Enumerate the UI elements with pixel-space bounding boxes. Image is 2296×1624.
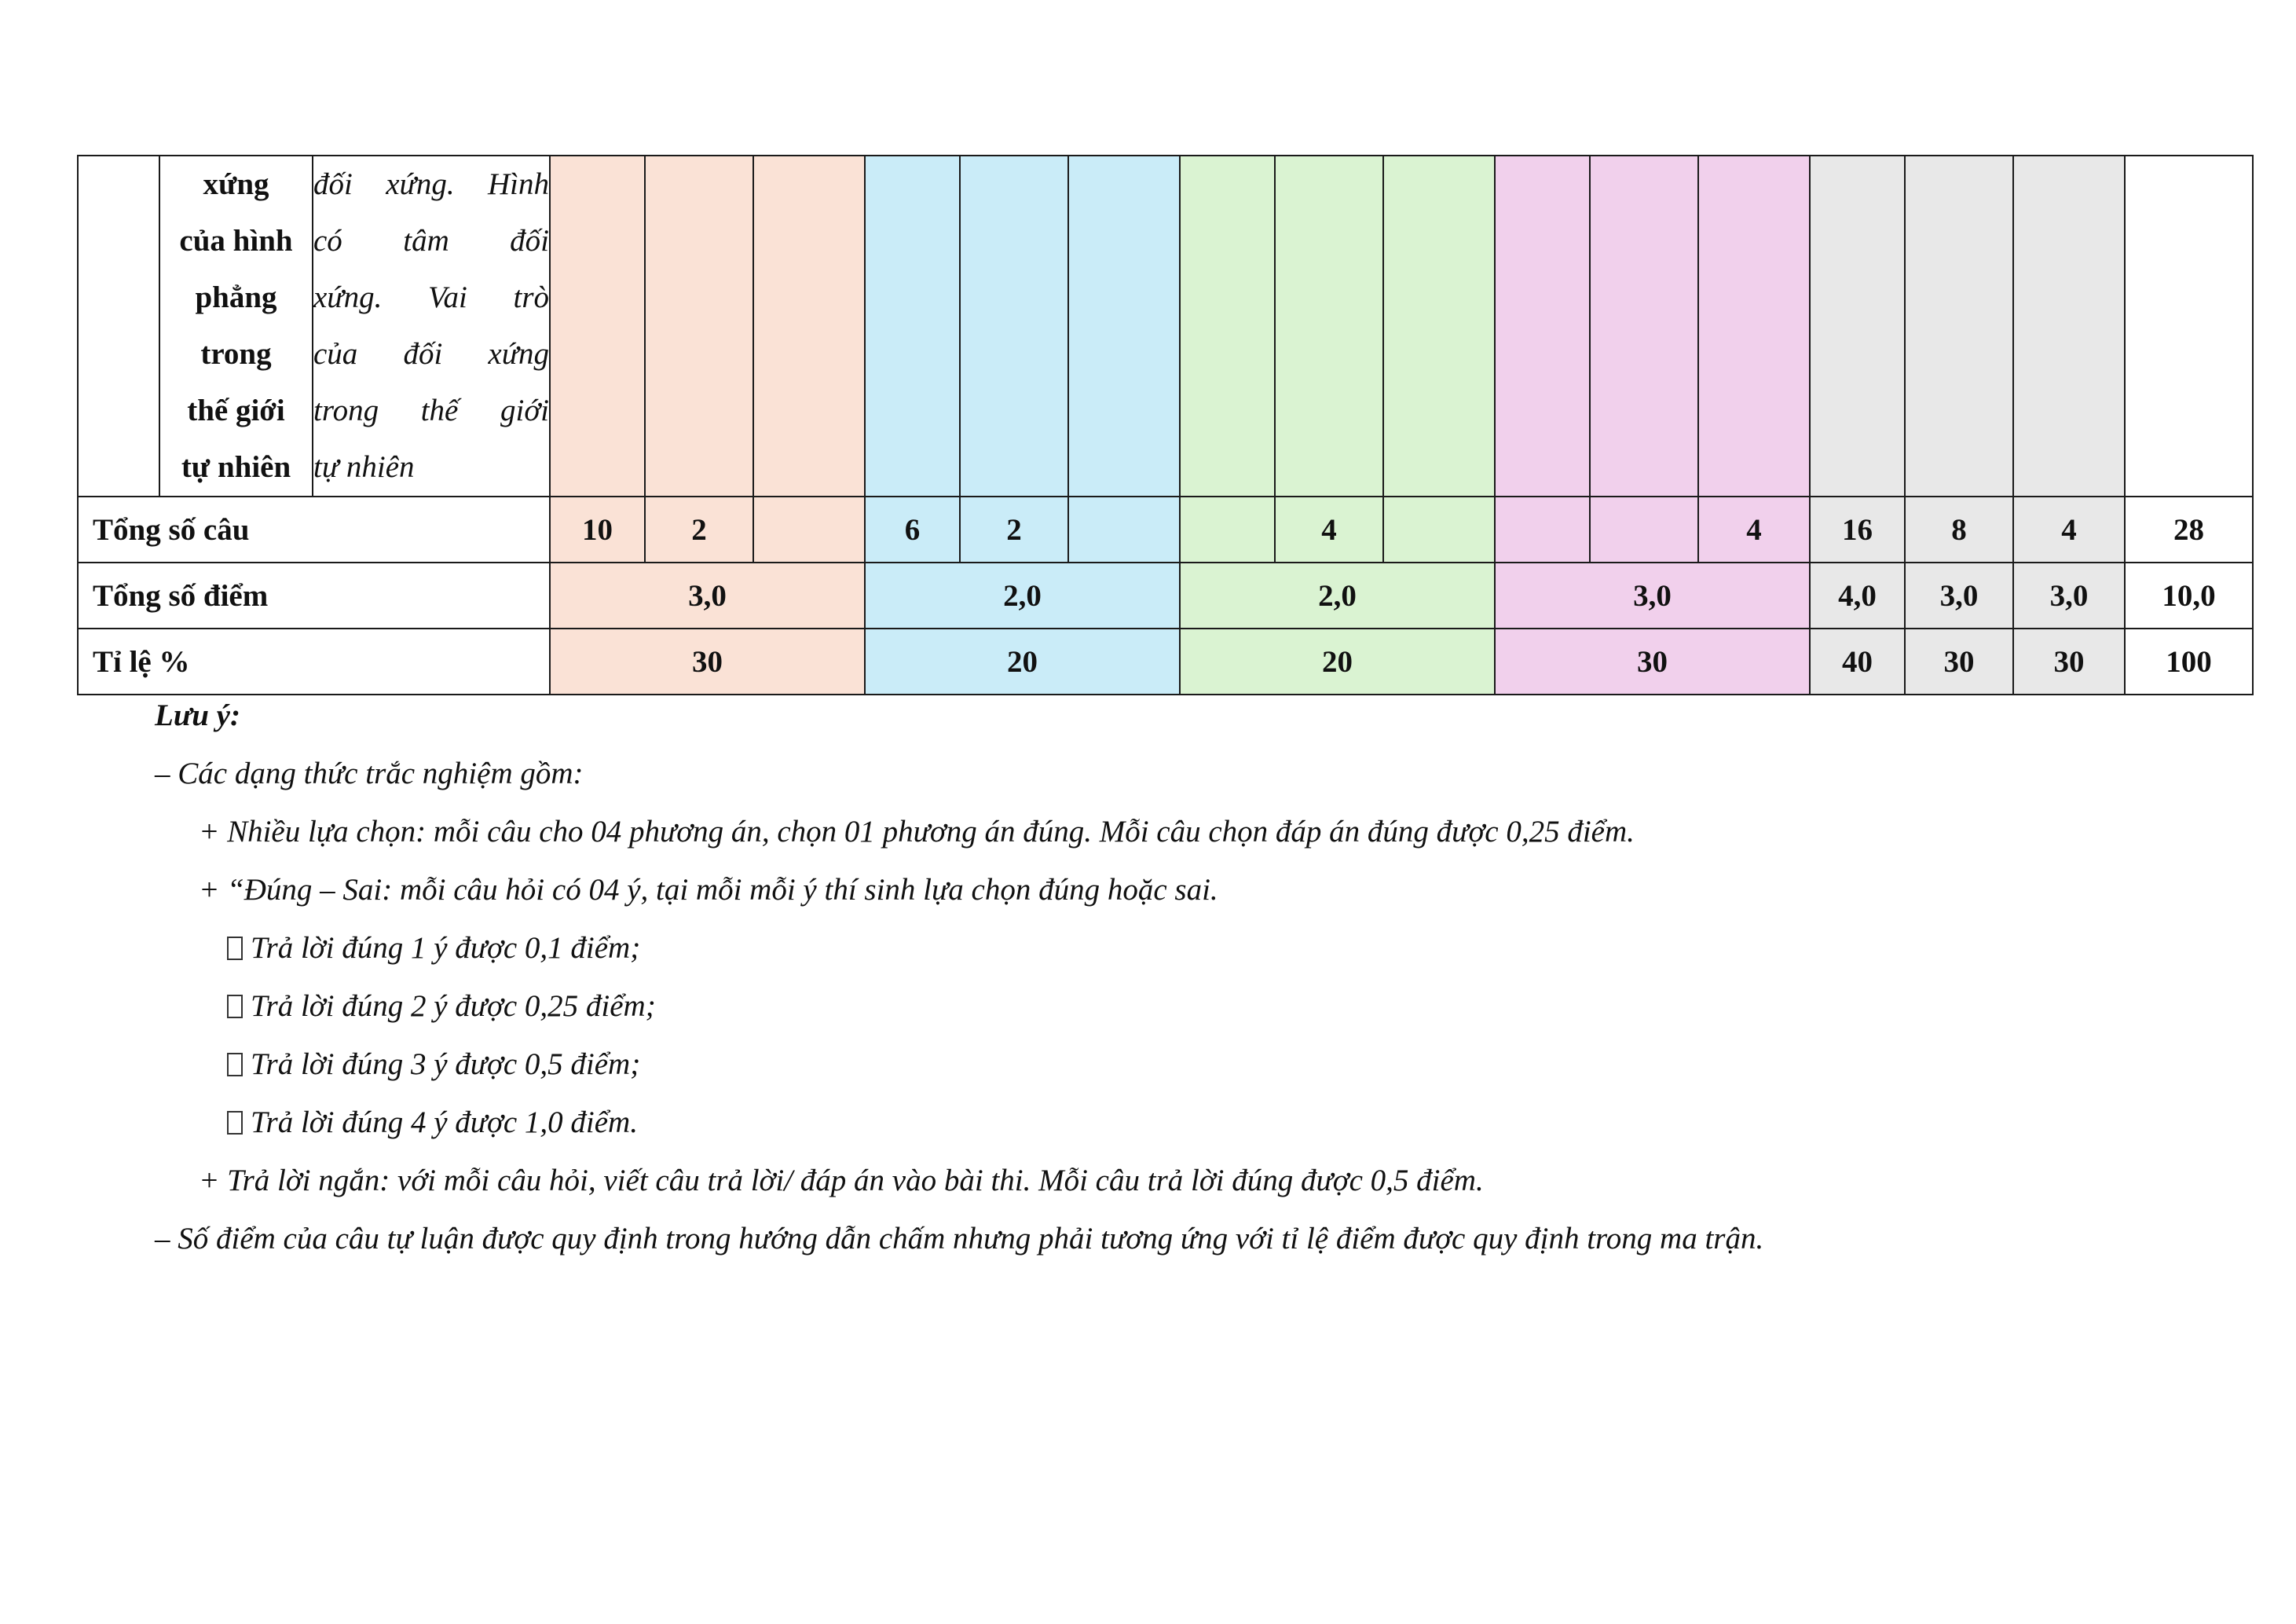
content-line: đối xứng. Hình	[313, 167, 549, 201]
question-count-cell: 4	[1275, 497, 1383, 563]
ratio-summary-cell: 30	[1905, 629, 2013, 695]
question-count-cell	[1590, 497, 1698, 563]
matrix-cell	[1810, 156, 1905, 497]
matrix-cell	[1698, 156, 1810, 497]
checkbox-icon	[227, 995, 243, 1018]
note-line: – Các dạng thức trắc nghiệm gồm:	[155, 757, 584, 790]
content-line: tự nhiên	[313, 450, 415, 484]
ratio-summary-cell: 40	[1810, 629, 1905, 695]
total-questions-row	[78, 497, 2253, 563]
ratio-label: Tỉ lệ %	[78, 629, 550, 695]
question-count-cell: 8	[1905, 497, 2013, 563]
question-count-cell: 2	[960, 497, 1068, 563]
question-count-cell: 2	[645, 497, 753, 563]
matrix-cell	[2125, 156, 2253, 497]
question-count-cell	[753, 497, 865, 563]
matrix-cell	[1905, 156, 2013, 497]
question-count-cell: 10	[550, 497, 645, 563]
note-item	[155, 1094, 1763, 1152]
topic-row	[78, 156, 2253, 497]
question-count-cell: 6	[865, 497, 960, 563]
matrix-cell	[1495, 156, 1590, 497]
ratio-group-cell: 20	[1180, 629, 1495, 695]
total-points-row	[78, 563, 2253, 629]
matrix-cell	[2013, 156, 2125, 497]
points-group-cell: 3,0	[550, 563, 865, 629]
note-item-text: Trả lời đúng 3 ý được 0,5 điểm;	[251, 1047, 641, 1081]
notes-section	[155, 687, 1763, 1268]
topic-line: trong	[200, 337, 272, 371]
topic-line: tự nhiên	[181, 450, 291, 484]
matrix-cell	[960, 156, 1068, 497]
content-line: xứng. Vai trò	[313, 280, 549, 314]
topic-cell	[159, 156, 313, 497]
ratio-summary-cell: 100	[2125, 629, 2253, 695]
content-cell	[313, 156, 550, 497]
question-count-cell	[1495, 497, 1590, 563]
topic-line: thế giới	[187, 394, 285, 427]
matrix-cell	[865, 156, 960, 497]
question-count-cell: 16	[1810, 497, 1905, 563]
matrix-cell	[753, 156, 865, 497]
matrix-cell	[1068, 156, 1180, 497]
total-questions-label: Tổng số câu	[78, 497, 550, 563]
content-line: có tâm đối	[313, 224, 549, 258]
question-count-cell	[1383, 497, 1495, 563]
matrix-cell	[645, 156, 753, 497]
checkbox-icon	[227, 1053, 243, 1076]
total-points-label: Tổng số điểm	[78, 563, 550, 629]
question-count-cell: 4	[2013, 497, 2125, 563]
note-item-text: Trả lời đúng 4 ý được 1,0 điểm.	[251, 1105, 638, 1139]
ratio-row	[78, 629, 2253, 695]
content-line: trong thế giới	[313, 394, 549, 427]
ratio-group-cell: 20	[865, 629, 1180, 695]
ratio-group-cell: 30	[550, 629, 865, 695]
checkbox-icon	[227, 1111, 243, 1135]
note-line: – Số điểm của câu tự luận được quy định trong hướng dẫn chấm nhưng phải tương ứng với tỉ lệ điểm được quy định trong ma trận.	[155, 1222, 1764, 1256]
points-summary-cell: 10,0	[2125, 563, 2253, 629]
matrix-cell	[550, 156, 645, 497]
topic-line: của hình	[179, 224, 293, 258]
points-summary-cell: 4,0	[1810, 563, 1905, 629]
points-group-cell: 2,0	[865, 563, 1180, 629]
points-group-cell: 2,0	[1180, 563, 1495, 629]
question-count-cell: 4	[1698, 497, 1810, 563]
question-count-cell	[1068, 497, 1180, 563]
assessment-matrix-table	[77, 155, 2254, 695]
checkbox-icon	[227, 937, 243, 960]
ratio-summary-cell: 30	[2013, 629, 2125, 695]
content-line: của đối xứng	[313, 337, 549, 371]
question-count-cell: 28	[2125, 497, 2253, 563]
index-cell	[78, 156, 159, 497]
points-summary-cell: 3,0	[2013, 563, 2125, 629]
question-count-cell	[1180, 497, 1275, 563]
note-line: + Trả lời ngắn: với mỗi câu hỏi, viết câu trả lời/ đáp án vào bài thi. Mỗi câu trả lời đúng được 0,5 điểm.	[199, 1164, 1484, 1197]
ratio-group-cell: 30	[1495, 629, 1810, 695]
points-summary-cell: 3,0	[1905, 563, 2013, 629]
note-item-text: Trả lời đúng 2 ý được 0,25 điểm;	[251, 989, 656, 1023]
topic-line: xứng	[203, 167, 269, 201]
matrix-cell	[1275, 156, 1383, 497]
note-line: + Nhiều lựa chọn: mỗi câu cho 04 phương án, chọn 01 phương án đúng. Mỗi câu chọn đáp án đúng được 0,25 điểm.	[199, 815, 1635, 849]
topic-line: phẳng	[195, 280, 277, 314]
note-item	[155, 977, 1763, 1036]
notes-title: Lưu ý:	[155, 698, 240, 732]
matrix-cell	[1383, 156, 1495, 497]
note-item	[155, 1036, 1763, 1094]
points-group-cell: 3,0	[1495, 563, 1810, 629]
note-item-text: Trả lời đúng 1 ý được 0,1 điểm;	[251, 931, 641, 965]
note-item	[155, 919, 1763, 977]
note-line: + “Đúng – Sai: mỗi câu hỏi có 04 ý, tại mỗi mỗi ý thí sinh lựa chọn đúng hoặc sai.	[199, 873, 1218, 907]
matrix-cell	[1590, 156, 1698, 497]
matrix-cell	[1180, 156, 1275, 497]
